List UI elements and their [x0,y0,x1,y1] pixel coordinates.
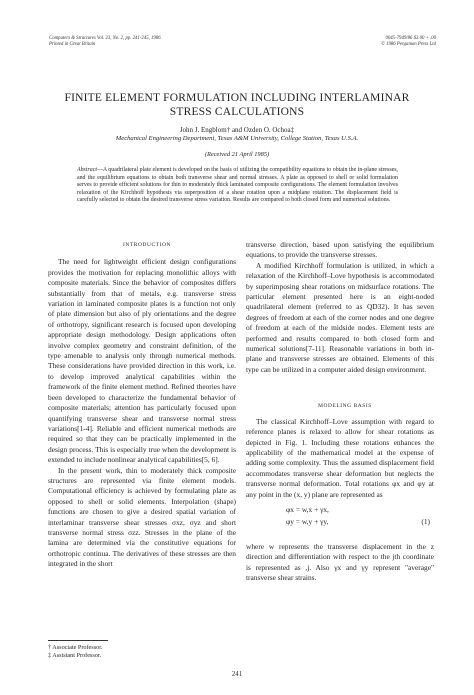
abstract-text: —A quadrilateral plate element is developed on the basis of utilizing the compatibility equations to obtain the in-plane stresses, and the equilibrium equations to obtain both transverse shear and normal stresses. A plate as opposed to shell or solid formulation serves to provide efficient solutions for thin to moderately thick laminated composite configurations. The element formulation involves relaxation of the Kirchhoff hypothesis via superposition of a shear rotation upon a midplane rotation. The displacement field is carefully selected to obtain the desired transverse stress variation. Results are compared to both closed form and numerical solutions. [77,167,398,204]
right-column [246,240,434,584]
intro-paragraph-1: The need for lightweight efficient design configurations provides the motivation for replacing monolithic alloys with composite materials. Since the behavior of composites differs substantially from that of metals, e.g. transverse stress variation in laminated composite plates is a function not only of plate dimension but also of ply orientations and the degree of orthotropy, significant research is focused upon developing appropriate design methodology. Design applications often involve complex geometry and constraint definition, of the type amenable to analysis only through numerical methods. These considerations have provided direction in this work, i.e. to develop improved analytical capabilities within the framework of the finite element method. Refined theories have been developed to characterize the fundamental behavior of composite materials; attention has particularly focused upon quantifying transverse shear and transverse normal stress variations[1-4]. Reliable and efficient numerical methods are required so that they can be practically implemented in the design process. This is especially true when the development is extended to include nonlinear analytical capabilities[5, 6]. [48,257,236,465]
equation-number: (1) [421,516,430,526]
author-affiliation: Mechanical Engineering Department, Texas A&M University, College Station, Texas U.S.A. [115,135,359,142]
intro-paragraph-2: In the present work, thin to moderately thick composite structures are represented via finite element models. Computational efficiency is achieved by formulating plate as opposed to shell or solid elements. Interpolation (shape) functions are chosen to give a desired spatial variation of interlaminar transverse shear stresses σxz, σyz and short transverse normal stress σzz. Stresses in the plane of the lamina are determined via the constitutive equations for orthotropic continua. The derivatives of these stresses are then integrated in the short [48,465,236,569]
modeling-paragraph-1: The classical Kirchhoff–Love assumption with regard to reference planes is relaxed to allow for shear rotations as depicted in Fig. 1. Including these rotations enhances the applicability of the mathematical model at the expense of adding some complexity. Thus the assumed displacement field accommodates transverse shear deformation but neglects the transverse normal deformation. Total rotations φx and φy at any point in the (x, y) plane are represented as [246,416,434,499]
footnotes [48,640,236,659]
footnote-2: ‡ Assistant Professor. [48,651,102,659]
paper-title: FINITE ELEMENT FORMULATION INCLUDING INTERLAMINAR STRESS CALCULATIONS [64,92,410,118]
citation-line: Computers & Structures Vol. 23, No. 2, pp. 241-245, 1986 [49,36,161,41]
received-date: (Received 21 April 1985) [204,151,270,158]
intro-paragraph-3: transverse direction, based upon satisfying the equilibrium equations, to provide the transverse stresses. [246,240,434,260]
journal-citation [49,36,161,47]
abstract [77,167,398,205]
equation-line-2 [246,516,434,528]
intro-paragraph-4: A modified Kirchhoff formulation is utilized, in which a relaxation of the Kirchhoff–Love hypothesis is accommodated by superimposing shear rotations on midsurface rotations. The particular element presented here is an eight-noded quadrilateral element (referred to as QD32). It has seven degrees of freedom at each of the corner nodes and one degree of freedom at each of the midside nodes. Element tests are performed and results compared to both closed form and numerical solutions[7-11]. Reasonable variations in both in-plane and transverse stresses are obtained. Elements of this type can be utilized in a computer aided design environment. [246,260,434,374]
price-code: 0045-7949/86 $3.00 + .00 [385,36,436,41]
footnote-rule [48,640,108,641]
abstract-label: Abstract [77,167,97,173]
copyright-line: © 1986 Pergamon Press Ltd [381,41,436,47]
printed-in-line: Printed in Great Britain [49,41,96,47]
section-heading-introduction: INTRODUCTION [123,242,171,248]
publisher-info [381,36,436,47]
modeling-paragraph-2: where w represents the transverse displacement in the z direction and differentiation with respect to the jth coordinate is represented as ,j. Also γx and γy represent "average" transverse shear strains. [246,541,434,583]
equation-line-1 [246,504,434,516]
footnote-1: † Associate Professor. [48,644,103,651]
equation-phi-y: φy = w,y + γy, [286,516,329,526]
equation-phi-x: φx = w,x + γx, [286,504,329,514]
section-heading-modeling-basis: MODELING BASIS [318,403,372,410]
page-number: 241 [231,671,243,678]
paper-authors: John J. Engblom† and Ozden O. Ochoa‡ [179,126,295,134]
left-column [48,240,236,570]
